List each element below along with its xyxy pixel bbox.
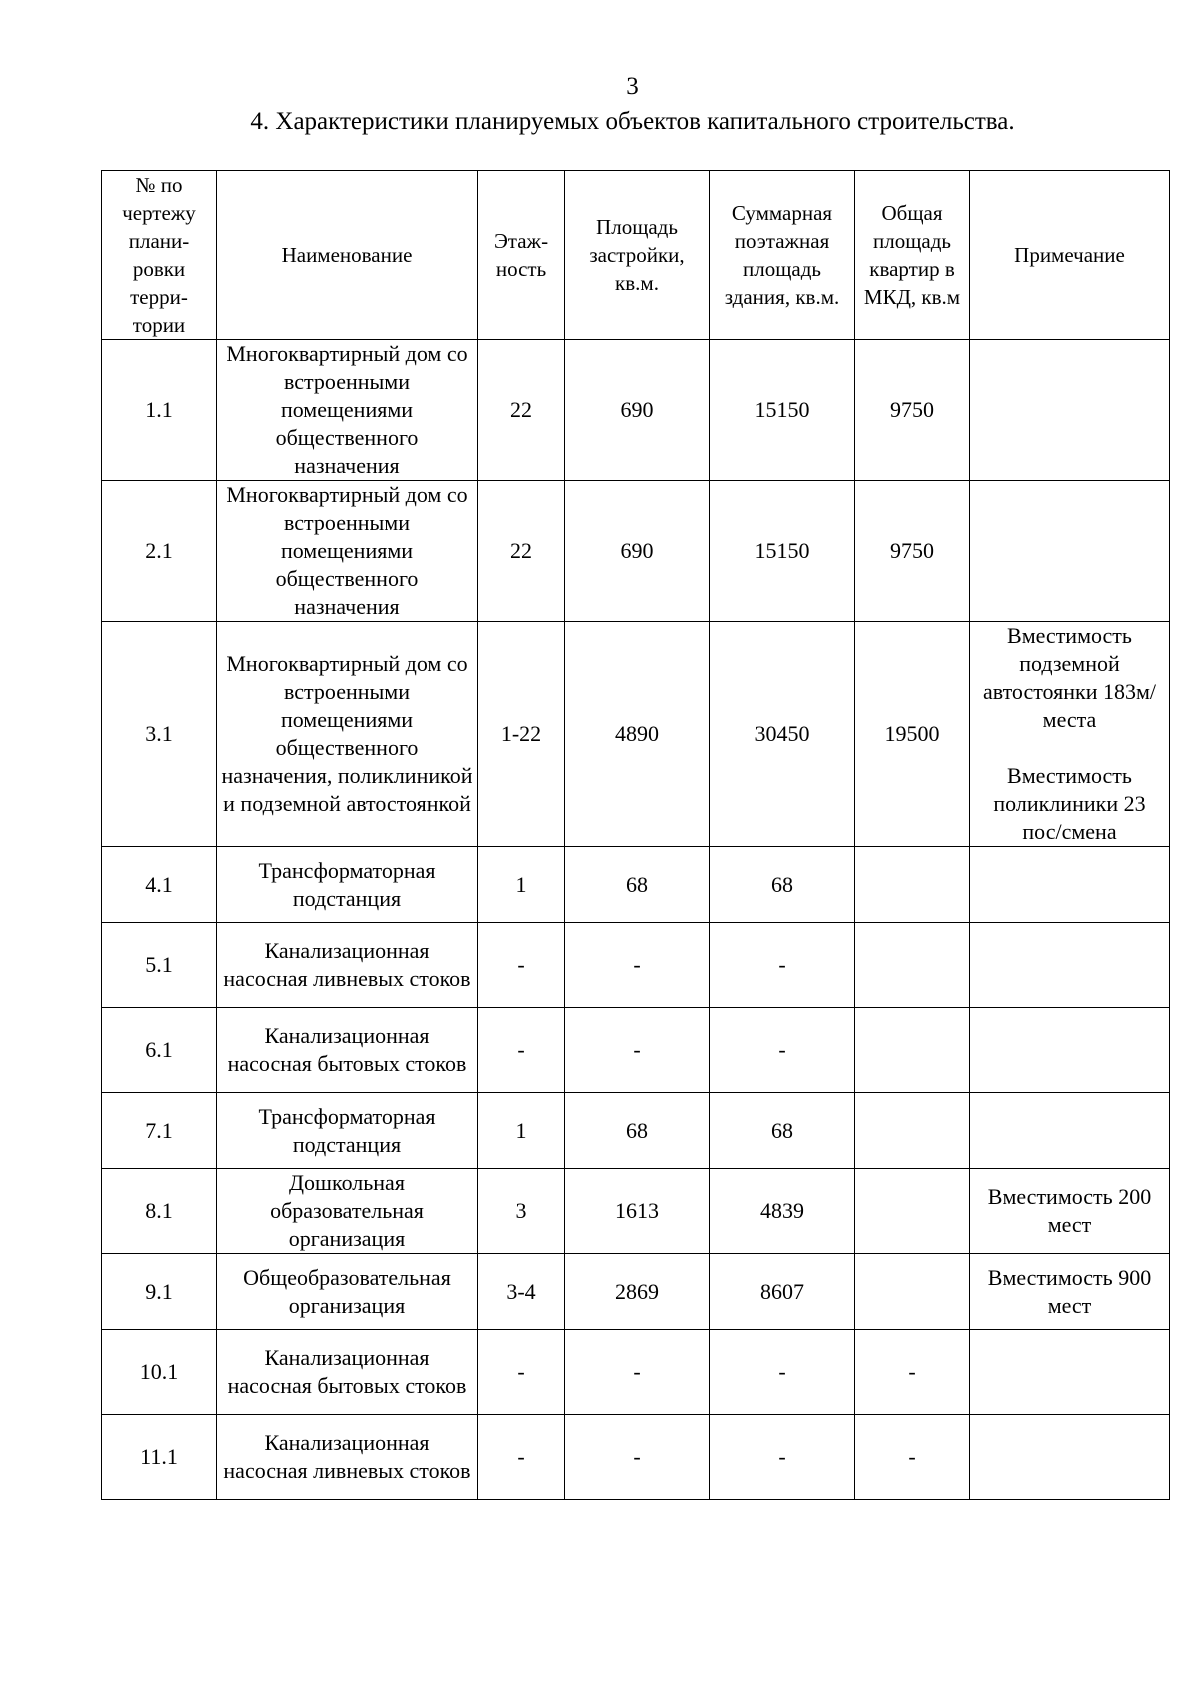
cell-built-area: 2869 [565, 1254, 710, 1330]
cell-name: Трансформаторная подстанция [217, 847, 478, 923]
objects-table [101, 170, 1170, 1500]
cell-name: Трансформаторная подстанция [217, 1093, 478, 1169]
cell-floors: 3-4 [478, 1254, 565, 1330]
cell-apartments-area: - [855, 1330, 970, 1415]
cell-built-area: 68 [565, 847, 710, 923]
cell-total-area: - [710, 1330, 855, 1415]
header-built-area: Площадь застройки, кв.м. [565, 171, 710, 340]
cell-note [970, 622, 1170, 847]
cell-floors: 22 [478, 481, 565, 622]
cell-total-area: 30450 [710, 622, 855, 847]
table-row [102, 340, 1170, 481]
cell-note [970, 481, 1170, 622]
note-text: Вместимость 900 мест [987, 1264, 1152, 1318]
cell-name: Канализационная насосная бытовых стоков [217, 1008, 478, 1093]
cell-apartments-area [855, 1254, 970, 1330]
cell-total-area: - [710, 923, 855, 1008]
cell-name: Многоквартирный дом со встроенными помещениями общественного назначения [217, 481, 478, 622]
table-row [102, 622, 1170, 847]
table-row [102, 847, 1170, 923]
cell-number: 11.1 [102, 1415, 217, 1500]
header-note: Примечание [970, 171, 1170, 340]
cell-apartments-area [855, 923, 970, 1008]
cell-name: Многоквартирный дом со встроенными помещениями общественного назначения [217, 340, 478, 481]
cell-floors: 1 [478, 1093, 565, 1169]
table-row [102, 481, 1170, 622]
cell-number: 1.1 [102, 340, 217, 481]
note-parking-capacity: Вместимость подземной автостоянки 183м/места [982, 623, 1157, 732]
cell-number: 2.1 [102, 481, 217, 622]
cell-built-area: 4890 [565, 622, 710, 847]
cell-note [970, 1415, 1170, 1500]
cell-note [970, 1093, 1170, 1169]
cell-floors: - [478, 1008, 565, 1093]
cell-apartments-area [855, 1169, 970, 1254]
cell-note [970, 1169, 1170, 1254]
cell-note [970, 1254, 1170, 1330]
cell-floors: 3 [478, 1169, 565, 1254]
cell-built-area: - [565, 923, 710, 1008]
cell-number: 4.1 [102, 847, 217, 923]
cell-floors: - [478, 1330, 565, 1415]
cell-apartments-area [855, 847, 970, 923]
cell-name: Канализационная насосная бытовых стоков [217, 1330, 478, 1415]
cell-note [970, 1330, 1170, 1415]
cell-floors: - [478, 923, 565, 1008]
cell-built-area: 690 [565, 481, 710, 622]
cell-number: 6.1 [102, 1008, 217, 1093]
cell-number: 7.1 [102, 1093, 217, 1169]
cell-apartments-area: 19500 [855, 622, 970, 847]
header-number: № по чертежу плани-ровки терри-тории [102, 171, 217, 340]
cell-apartments-area: - [855, 1415, 970, 1500]
cell-name: Дошкольная образовательная организация [217, 1169, 478, 1254]
header-apartments-area: Общая площадь квартир в МКД, кв.м [855, 171, 970, 340]
cell-name: Канализационная насосная ливневых стоков [217, 923, 478, 1008]
header-name: Наименование [217, 171, 478, 340]
cell-total-area: 4839 [710, 1169, 855, 1254]
cell-number: 10.1 [102, 1330, 217, 1415]
header-total-area: Суммарная поэтажная площадь здания, кв.м. [710, 171, 855, 340]
cell-number: 5.1 [102, 923, 217, 1008]
cell-total-area: - [710, 1008, 855, 1093]
table-body [102, 340, 1170, 1500]
cell-apartments-area: 9750 [855, 481, 970, 622]
header-row [102, 171, 1170, 340]
cell-apartments-area [855, 1093, 970, 1169]
cell-floors: - [478, 1415, 565, 1500]
table-row [102, 1254, 1170, 1330]
cell-built-area: - [565, 1415, 710, 1500]
cell-note [970, 847, 1170, 923]
note-spacer [974, 734, 1165, 762]
cell-built-area: 1613 [565, 1169, 710, 1254]
cell-total-area: - [710, 1415, 855, 1500]
cell-total-area: 68 [710, 847, 855, 923]
cell-total-area: 68 [710, 1093, 855, 1169]
cell-floors: 1 [478, 847, 565, 923]
table-row [102, 923, 1170, 1008]
table-row [102, 1093, 1170, 1169]
cell-floors: 22 [478, 340, 565, 481]
cell-apartments-area [855, 1008, 970, 1093]
table-row [102, 1330, 1170, 1415]
cell-name: Многоквартирный дом со встроенными помещениями общественного назначения, поликлиникой и подземной автостоянкой [217, 622, 478, 847]
cell-built-area: - [565, 1008, 710, 1093]
cell-total-area: 15150 [710, 481, 855, 622]
note-text: Вместимость 200 мест [987, 1184, 1152, 1237]
header-floors: Этаж-ность [478, 171, 565, 340]
cell-note [970, 340, 1170, 481]
note-clinic-capacity: Вместимость поликлиники 23 пос/смена [993, 763, 1146, 844]
table-row [102, 1415, 1170, 1500]
cell-total-area: 15150 [710, 340, 855, 481]
cell-number: 3.1 [102, 622, 217, 847]
table-row [102, 1169, 1170, 1254]
cell-note [970, 923, 1170, 1008]
page-number: 3 [626, 73, 639, 100]
cell-note [970, 1008, 1170, 1093]
cell-number: 9.1 [102, 1254, 217, 1330]
cell-number: 8.1 [102, 1169, 217, 1254]
cell-name: Канализационная насосная ливневых стоков [217, 1415, 478, 1500]
cell-apartments-area: 9750 [855, 340, 970, 481]
cell-name: Общеобразовательная организация [217, 1254, 478, 1330]
cell-total-area: 8607 [710, 1254, 855, 1330]
cell-built-area: 690 [565, 340, 710, 481]
cell-built-area: - [565, 1330, 710, 1415]
table-row [102, 1008, 1170, 1093]
document-title: 4. Характеристики планируемых объектов капитального строительства. [250, 108, 1015, 135]
cell-floors: 1-22 [478, 622, 565, 847]
cell-built-area: 68 [565, 1093, 710, 1169]
table-header [102, 171, 1170, 340]
